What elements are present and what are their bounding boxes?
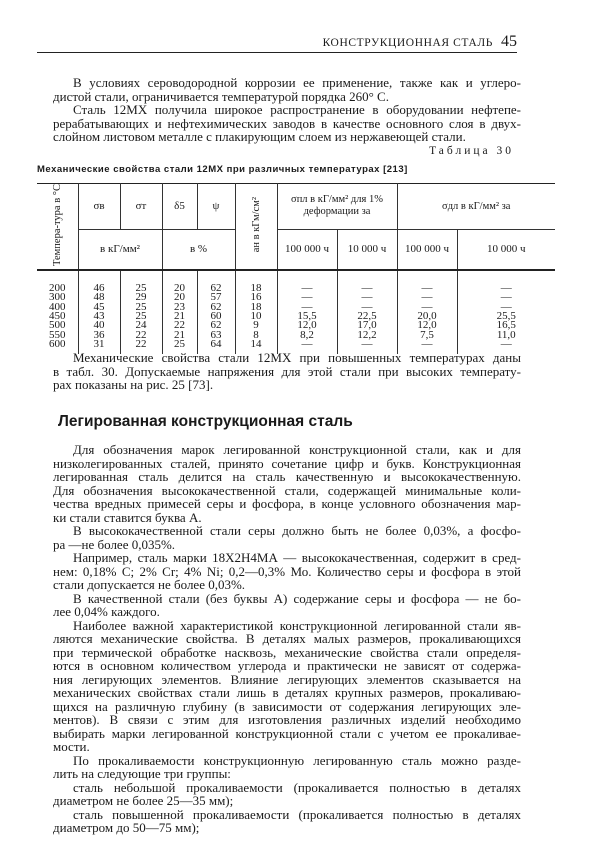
- table-cell: —: [457, 340, 555, 354]
- header-sigma-t: σт: [120, 184, 162, 230]
- table-cell: 18: [235, 303, 277, 312]
- table-cell: 45: [78, 303, 120, 312]
- text-line: механических свойствах стали лишь в деталях крупных размеров, прокаливаю-: [53, 685, 521, 700]
- table-cell: —: [397, 340, 457, 354]
- header-100000h-rupture: 100 000 ч: [397, 229, 457, 270]
- table-cell: 25: [120, 270, 162, 293]
- text-line: лить на следующие три группы:: [53, 766, 231, 781]
- table-cell: —: [277, 303, 337, 312]
- paragraph: [53, 103, 521, 144]
- table-cell: 22: [162, 321, 197, 330]
- table-row: [37, 293, 555, 302]
- table-cell: 12,2: [337, 331, 397, 340]
- text-line: ются в основном количеством углерода и практически не зависят от содержа-: [53, 658, 521, 673]
- table-cell: 300: [49, 291, 66, 304]
- table-cell: 25,5: [457, 312, 555, 321]
- table-cell: 22: [120, 340, 162, 354]
- table-cell: —: [337, 293, 397, 302]
- text-line: нем: 0,18% С; 2% Сr; 4% Ni; 0,2—0,3% Мо. Количество серы и фосфора в этой: [53, 563, 521, 579]
- table-cell: 17,0: [337, 321, 397, 330]
- table-cell: 36: [78, 331, 120, 340]
- running-header: [37, 33, 517, 53]
- text-line: Для обозначения высококачественной стали, содержащей минимальные коли-: [53, 482, 521, 498]
- table-cell: 8: [235, 331, 277, 340]
- table-cell: —: [397, 293, 457, 302]
- text-line: низколегированных сталей, принято сочетание цифр и букв. Конструкционная: [53, 455, 521, 471]
- table-cell: 20: [162, 293, 197, 302]
- header-10000h-rupture: 10 000 ч: [457, 229, 555, 270]
- header-temperature: Темпера-тура в °C: [37, 184, 78, 271]
- text-line: сталь небольшой прокаливаемости (прокаливается полностью в деталях: [73, 779, 521, 795]
- table-cell: 500: [49, 319, 66, 332]
- paragraph: [53, 76, 521, 103]
- text-line: Наиболее важной характеристикой конструкционной легированной стали яв-: [73, 617, 521, 633]
- header-psi: ψ: [197, 184, 235, 230]
- paragraph: [53, 351, 521, 392]
- text-line: дистой стали, ограничивается температурой порядка 260° С.: [53, 88, 389, 104]
- table-cell: 57: [197, 293, 235, 302]
- table-cell: 14: [235, 340, 277, 354]
- table-cell: 24: [120, 321, 162, 330]
- paragraph: [53, 754, 521, 781]
- text-line: диаметром не более 25—35 мм);: [53, 793, 234, 808]
- table-cell: —: [397, 270, 457, 293]
- paragraph: [53, 781, 521, 808]
- table-cell: 16,5: [457, 321, 555, 330]
- table-cell: 450: [49, 309, 66, 322]
- table-cell: 550: [49, 328, 66, 341]
- header-unit-percent: в %: [162, 229, 235, 270]
- text-line: ки стали ставится буква А.: [53, 509, 202, 525]
- table-cell: 48: [78, 293, 120, 302]
- text-line: выбирать марки легированной конструкционной стали с учетом ее прокаливае-: [53, 725, 521, 741]
- table-row: [37, 312, 555, 321]
- text-line: щихся на различную глубину (в зависимости от содержания легирующих эле-: [53, 698, 521, 714]
- text-line: рерабатывающих и нефтехимических заводов в качестве основного слоя в двух-: [53, 115, 521, 131]
- text-line: мости.: [53, 739, 90, 754]
- paragraph: [53, 592, 521, 619]
- table-cell: 29: [120, 293, 162, 302]
- table-cell: —: [457, 293, 555, 302]
- header-impact-strength: aн в кГм/см²: [235, 184, 277, 271]
- table-cell: 20: [162, 270, 197, 293]
- section-text: [53, 443, 521, 835]
- text-line: рах показаны на рис. 25 [73].: [53, 377, 214, 392]
- table-cell: 25: [120, 303, 162, 312]
- header-creep-limit: σпл в кГ/мм² для 1% деформации за: [277, 184, 397, 230]
- table-row: [37, 321, 555, 330]
- text-line: диаметром до 50—75 мм);: [53, 820, 200, 835]
- table-cell: 200: [49, 282, 66, 295]
- table-cell: 16: [235, 293, 277, 302]
- table-cell: —: [277, 270, 337, 293]
- table-cell: 64: [197, 340, 235, 354]
- header-10000h-creep: 10 000 ч: [337, 229, 397, 270]
- section-heading: Легированная конструкционная сталь: [58, 413, 353, 430]
- table-cell: —: [277, 340, 337, 354]
- text-line: Для обозначения марок легированной конструкционной стали, как и для: [73, 442, 521, 457]
- table-cell: 62: [197, 270, 235, 293]
- text-line: ментов). В связи с этим для изготовления различных изделий необходимо: [53, 712, 521, 727]
- text-line: чества вредных примесей серы и фосфора, в конце условного обозначения мар-: [53, 496, 521, 511]
- table-row: [37, 270, 555, 293]
- text-line: лее 0,04% каждого.: [53, 604, 160, 619]
- running-header-title: КОНСТРУКЦИОННАЯ СТАЛЬ: [322, 37, 493, 49]
- table-cell: 18: [235, 270, 277, 293]
- table-cell: 600: [49, 337, 66, 350]
- paragraph: [53, 524, 521, 551]
- table-row: [37, 303, 555, 312]
- table-cell: 62: [197, 321, 235, 330]
- table-cell: 11,0: [457, 331, 555, 340]
- table-cell: 9: [235, 321, 277, 330]
- after-table-text: [53, 351, 521, 392]
- text-line: ния легирующих элементов. Влияние легирующих элементов сказывается на: [53, 671, 521, 687]
- table-cell: 400: [49, 300, 66, 313]
- text-line: Механические свойства стали 12МХ при повышенных температурах даны: [73, 350, 521, 365]
- table-cell: 60: [197, 312, 235, 321]
- table-cell: 10: [235, 312, 277, 321]
- table-cell: —: [337, 270, 397, 293]
- table-cell: 46: [78, 270, 120, 293]
- table-cell: 15,5: [277, 312, 337, 321]
- table-cell: 25: [120, 312, 162, 321]
- text-line: В качественной стали (без буквы А) содержание серы и фосфора — не бо-: [73, 590, 521, 606]
- text-line: при термической обработке насквозь, механические свойства стали определя-: [53, 644, 521, 660]
- text-line: Сталь 12МХ получила широкое распространение в оборудовании нефтепе-: [73, 102, 521, 117]
- table-cell: —: [457, 270, 555, 293]
- table-cell: 8,2: [277, 331, 337, 340]
- table-cell: 31: [78, 340, 120, 354]
- text-line: В высококачественной стали серы должно быть не более 0,03%, а фосфо-: [73, 523, 521, 538]
- table-title: Механические свойства стали 12МХ при различных температурах [213]: [37, 164, 408, 175]
- table-cell: 25: [162, 340, 197, 354]
- paragraph: [53, 808, 521, 835]
- paragraph: [53, 551, 521, 592]
- header-rupture-strength: σдл в кГ/мм² за: [397, 184, 555, 230]
- text-line: Например, сталь марки 18Х2Н4МА — высококачественная, содержит в сред-: [73, 550, 521, 565]
- table-cell: 22,5: [337, 312, 397, 321]
- header-sigma-v: σв: [78, 184, 120, 230]
- header-unit-kg-mm2: в кГ/мм²: [78, 229, 162, 270]
- table-cell: —: [337, 303, 397, 312]
- table-row: [37, 331, 555, 340]
- table-cell: 12,0: [277, 321, 337, 330]
- page-number: 45: [501, 33, 517, 50]
- text-line: сталь повышенной прокаливаемости (прокаливается полностью в деталях: [73, 806, 521, 822]
- paragraph: [53, 619, 521, 754]
- table-cell: 63: [197, 331, 235, 340]
- table-cell: 22: [120, 331, 162, 340]
- text-line: стали допускается не более 0,03%.: [53, 577, 246, 592]
- table-cell: 43: [78, 312, 120, 321]
- text-line: слойном листовом металле с плакирующим слоем из нержавеющей стали.: [53, 129, 466, 144]
- text-line: По прокаливаемости конструкционную легированную сталь можно разде-: [73, 752, 521, 768]
- text-line: В условиях сероводородной коррозии ее применение, также как и углеро-: [73, 75, 521, 90]
- table-number: Таблица 30: [429, 145, 514, 157]
- header-100000h-creep: 100 000 ч: [277, 229, 337, 270]
- table-cell: —: [397, 303, 457, 312]
- table-cell: 62: [197, 303, 235, 312]
- intro-text: [53, 76, 521, 144]
- table-cell: 40: [78, 321, 120, 330]
- table-cell: —: [337, 340, 397, 354]
- text-line: ляются механические свойства. В деталях малых размеров, прокаливающихся: [53, 631, 521, 646]
- table-cell: 12,0: [397, 321, 457, 330]
- table-cell: —: [457, 303, 555, 312]
- paragraph: [53, 443, 521, 524]
- table-cell: 20,0: [397, 312, 457, 321]
- table-cell: 21: [162, 331, 197, 340]
- header-delta5: δ5: [162, 184, 197, 230]
- table-cell: 21: [162, 312, 197, 321]
- text-line: ра —не более 0,035%.: [53, 536, 176, 552]
- properties-table: [37, 183, 555, 354]
- table-cell: 7,5: [397, 331, 457, 340]
- table-cell: —: [277, 293, 337, 302]
- text-line: в табл. 30. Допускаемые напряжения для этой стали при высоких температу-: [53, 363, 521, 379]
- table-cell: 23: [162, 303, 197, 312]
- text-line: легированная сталь делится на сталь качественную и высококачественную.: [53, 469, 521, 484]
